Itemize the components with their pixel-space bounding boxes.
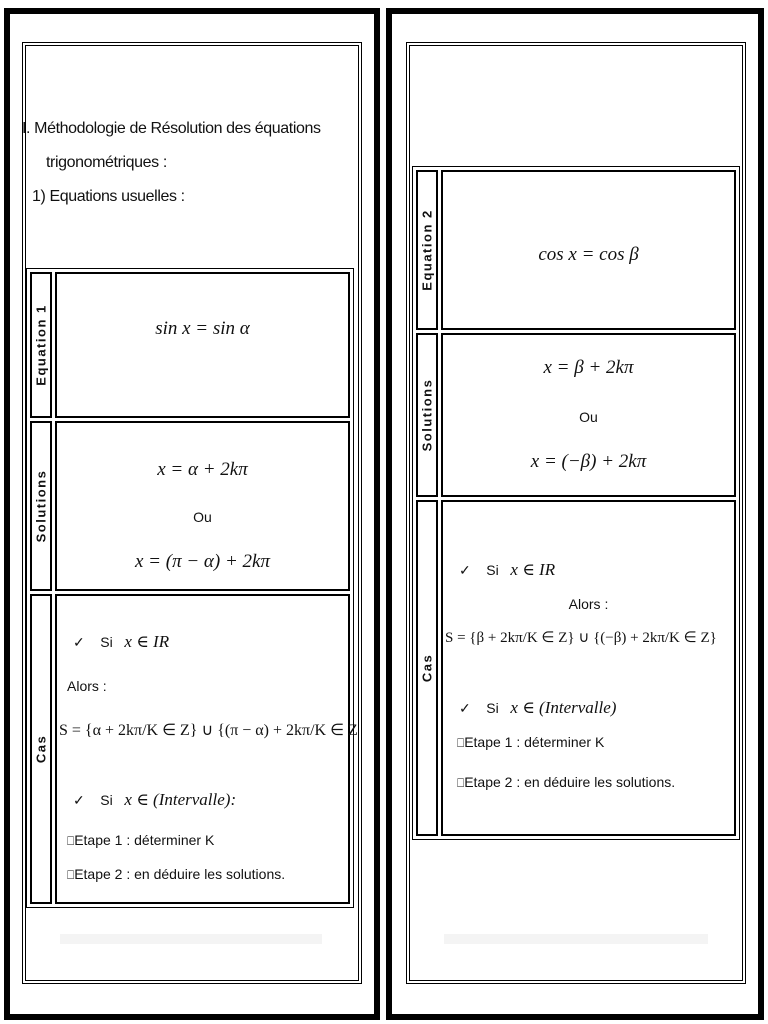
etape-1 [67, 832, 214, 849]
condition-2: x ∈ (Intervalle) [510, 698, 617, 717]
check-icon: ✓ [73, 634, 85, 650]
heading-title-line1: I. Méthodologie de Résolution des équations [22, 120, 321, 137]
section-heading [22, 112, 342, 214]
condition-2: x ∈ (Intervalle): [124, 790, 237, 809]
case-1 [459, 560, 555, 580]
etape-2-text: Etape 2 : en déduire les solutions. [74, 866, 286, 882]
solutions-label-cell [30, 421, 52, 591]
ou-text: Ou [193, 509, 212, 525]
etape-1 [457, 734, 604, 751]
cas-label-cell [30, 594, 52, 904]
si-text: Si [486, 700, 499, 716]
check-icon: ✓ [73, 792, 85, 808]
solution-1: x = α + 2kπ [157, 459, 248, 480]
equation-label: Equation 1 [33, 304, 49, 386]
box-icon: ⎕ [67, 834, 75, 848]
etape-2 [67, 866, 285, 883]
etape-2-text: Etape 2 : en déduire les solutions. [464, 774, 676, 790]
case-2 [459, 698, 616, 718]
equation-text: cos x = cos β [538, 244, 639, 265]
check-icon: ✓ [459, 562, 471, 578]
equation1-table [26, 268, 358, 908]
cas-cell [55, 594, 358, 904]
alors-text: Alors : [67, 678, 107, 694]
equation-cell [441, 170, 736, 330]
alors-text: Alors : [568, 596, 609, 612]
solutions-label: Solutions [419, 378, 435, 452]
cas-label: Cas [419, 653, 435, 683]
si-text: Si [100, 634, 113, 650]
equation-label-cell [30, 272, 52, 418]
si-text: Si [486, 562, 499, 578]
box-icon: ⎕ [457, 776, 465, 790]
condition-1: x ∈ IR [124, 632, 170, 651]
solutions-cell [55, 421, 350, 591]
solutions-label: Solutions [33, 469, 49, 543]
cas-cell [441, 500, 736, 836]
cas-label: Cas [33, 734, 49, 764]
heading-title-line2: trigonométriques : [46, 154, 167, 171]
solution-1: x = β + 2kπ [543, 357, 634, 378]
ou-text: Ou [579, 409, 598, 425]
equation-label: Equation 2 [419, 209, 435, 291]
solutions-cell [441, 333, 736, 497]
equation-cell [55, 272, 350, 418]
equation-text: sin x = sin α [155, 318, 250, 339]
box-icon: ⎕ [67, 868, 75, 882]
si-text: Si [100, 792, 113, 808]
case-2 [73, 790, 236, 810]
etape-1-text: Etape 1 : déterminer K [74, 832, 215, 848]
solution-2: x = (−β) + 2kπ [530, 451, 647, 472]
check-icon: ✓ [459, 700, 471, 716]
etape-2 [457, 774, 675, 791]
solution-2: x = (π − α) + 2kπ [135, 551, 270, 572]
case-1 [73, 632, 169, 652]
condition-1: x ∈ IR [510, 560, 556, 579]
cas-label-cell [416, 500, 438, 836]
solutions-label-cell [416, 333, 438, 497]
equation-label-cell [416, 170, 438, 330]
faint-footer-mark [444, 934, 708, 944]
solution-set: S = {β + 2kπ/K ∈ Z} ∪ {(−β) + 2kπ/K ∈ Z} [445, 630, 717, 646]
box-icon: ⎕ [457, 736, 465, 750]
equation2-table [412, 166, 740, 840]
heading-subtitle: 1) Equations usuelles : [32, 188, 185, 205]
faint-footer-mark [60, 934, 322, 944]
etape-1-text: Etape 1 : déterminer K [464, 734, 605, 750]
solution-set: S = {α + 2kπ/K ∈ Z} ∪ {(π − α) + 2kπ/K ∈ Z [59, 722, 358, 739]
